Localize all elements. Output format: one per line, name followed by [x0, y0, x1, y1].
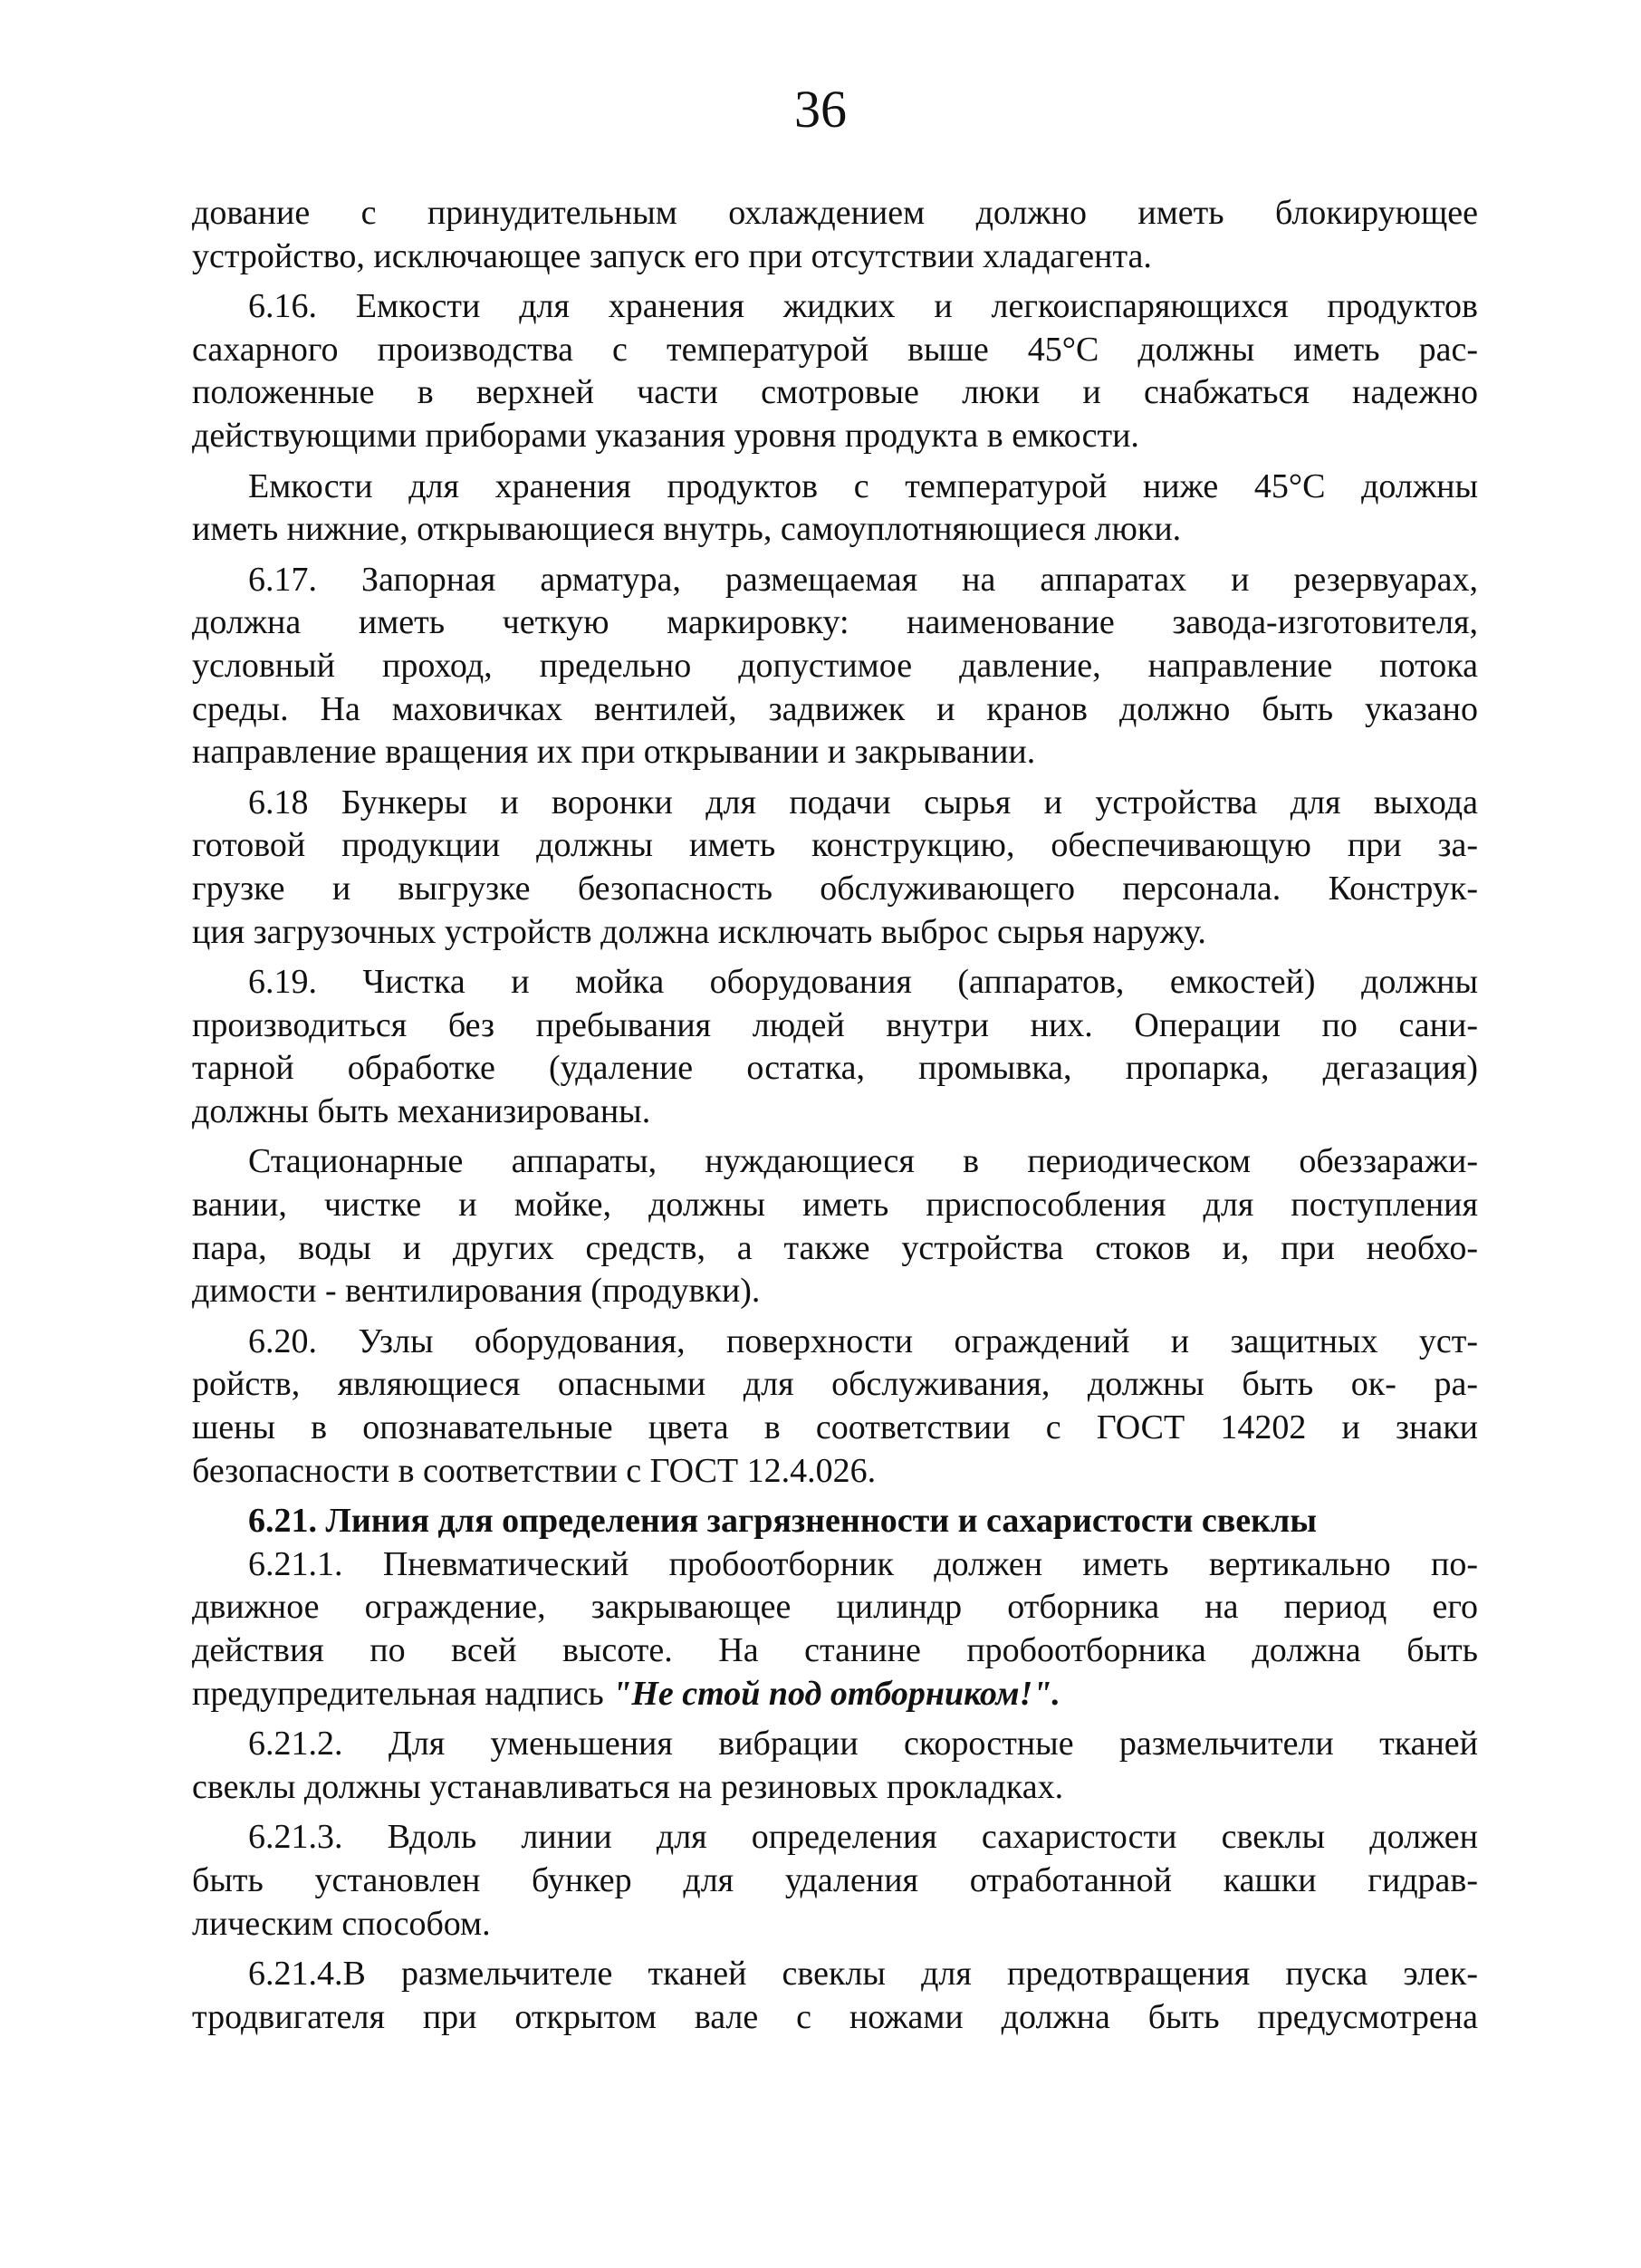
paragraph	[192, 285, 1478, 457]
paragraph	[192, 1140, 1478, 1312]
text-line: 6.17. Запорная арматура, размещаемая на аппаратах и резервуарах,	[248, 560, 1478, 599]
text-line: 6.21.3. Вдоль линии для определения сахаристости свеклы должен	[248, 1818, 1478, 1857]
paragraph	[192, 1816, 1478, 1946]
text-line: ция загрузочных устройств должна исключать выброс сырья наружу.	[192, 912, 1206, 951]
text-line: Стационарные аппараты, нуждающиеся в периодическом обеззаражи-	[248, 1142, 1478, 1181]
warning-inscription: "Не стой под отборником!".	[612, 1674, 1060, 1713]
text-line: 6.18 Бункеры и воронки для подачи сырья и устройства для выхода	[248, 783, 1478, 822]
text-line: дование с принудительным охлаждением должно иметь блокирующее	[192, 194, 1478, 232]
text-line: должны быть механизированы.	[192, 1091, 651, 1130]
paragraph	[192, 961, 1478, 1133]
text-line: действующими приборами указания уровня продукта в емкости.	[192, 416, 1139, 455]
text-line: направление вращения их при открывании и закрывании.	[192, 733, 1036, 772]
text-line: 6.21.2. Для уменьшения вибрации скоростные размельчители тканей	[248, 1725, 1478, 1763]
text-line: пара, воды и других средств, а также устройства стоков и, при необхо-	[192, 1228, 1478, 1267]
text-line: тарной обработке (удаление остатка, промывка, пропарка, дегазация)	[192, 1049, 1478, 1088]
text-line: 6.16. Емкости для хранения жидких и легкоиспаряющихся продуктов	[248, 287, 1478, 326]
text-line-prefix: предупредительная надпись	[192, 1674, 613, 1713]
paragraph	[192, 1723, 1478, 1809]
text-line: 6.21.4.В размельчителе тканей свеклы для предотвращения пуска элек-	[248, 1955, 1478, 1994]
paragraph	[192, 1543, 1478, 1715]
text-line: производиться без пребывания людей внутри них. Операции по сани-	[192, 1005, 1478, 1044]
paragraph	[192, 192, 1478, 278]
section-heading	[192, 1500, 1478, 1543]
text-line: тродвигателя при открытом вале с ножами должна быть предусмотрена	[192, 1997, 1478, 2036]
text-line: вании, чистке и мойке, должны иметь приспособления для поступления	[192, 1186, 1478, 1225]
text-line: димости - вентилирования (продувки).	[192, 1272, 761, 1311]
page-number: 36	[794, 80, 847, 139]
text-line: Емкости для хранения продуктов с температурой ниже 45°С должны	[248, 466, 1478, 505]
paragraph	[192, 466, 1478, 552]
text-line: иметь нижние, открывающиеся внутрь, самоуплотняющиеся люки.	[192, 510, 1182, 549]
paragraph	[192, 559, 1478, 774]
text-line	[192, 1673, 1478, 1716]
text-line: движное ограждение, закрывающее цилиндр отборника на период его	[192, 1588, 1478, 1627]
text-line: должна иметь четкую маркировку: наименование завода-изготовителя,	[192, 603, 1478, 642]
text-line: устройство, исключающее запуск его при отсутствии хладагента.	[192, 236, 1152, 275]
paragraph	[192, 1321, 1478, 1493]
text-line: свеклы должны устанавливаться на резиновых прокладках.	[192, 1767, 1064, 1806]
text-line: шены в опознавательные цвета в соответствии с ГОСТ 14202 и знаки	[192, 1408, 1478, 1447]
text-line: 6.20. Узлы оборудования, поверхности ограждений и защитных уст-	[248, 1321, 1478, 1360]
page-body	[192, 192, 1478, 2039]
text-line: готовой продукции должны иметь конструкцию, обеспечивающую при за-	[192, 826, 1478, 865]
text-line: условный проход, предельно допустимое давление, направление потока	[192, 646, 1478, 685]
text-line: безопасности в соответствии с ГОСТ 12.4.026.	[192, 1451, 877, 1490]
text-line: быть установлен бункер для удаления отработанной кашки гидрав-	[192, 1860, 1478, 1899]
text-line: лическим способом.	[192, 1904, 491, 1943]
text-line: грузке и выгрузке безопасность обслуживающего персонала. Конструк-	[192, 869, 1478, 908]
text-line: 6.19. Чистка и мойка оборудования (аппаратов, емкостей) должны	[248, 963, 1478, 1002]
text-line: 6.21.1. Пневматический пробоотборник должен иметь вертикально по-	[248, 1544, 1478, 1583]
paragraph	[192, 782, 1478, 954]
text-line: действия по всей высоте. На станине пробоотборника должна быть	[192, 1631, 1478, 1669]
text-line: среды. На маховичках вентилей, задвижек и кранов должно быть указано	[192, 689, 1478, 728]
paragraph	[192, 1953, 1478, 2039]
text-line: сахарного производства с температурой выше 45°С должны иметь рас-	[192, 330, 1478, 369]
section-heading-text: 6.21. Линия для определения загрязненности и сахаристости свеклы	[248, 1502, 1317, 1541]
text-line: ройств, являющиеся опасными для обслуживания, должны быть ок- ра-	[192, 1365, 1478, 1404]
text-line: положенные в верхней части смотровые люки и снабжаться надежно	[192, 373, 1478, 412]
